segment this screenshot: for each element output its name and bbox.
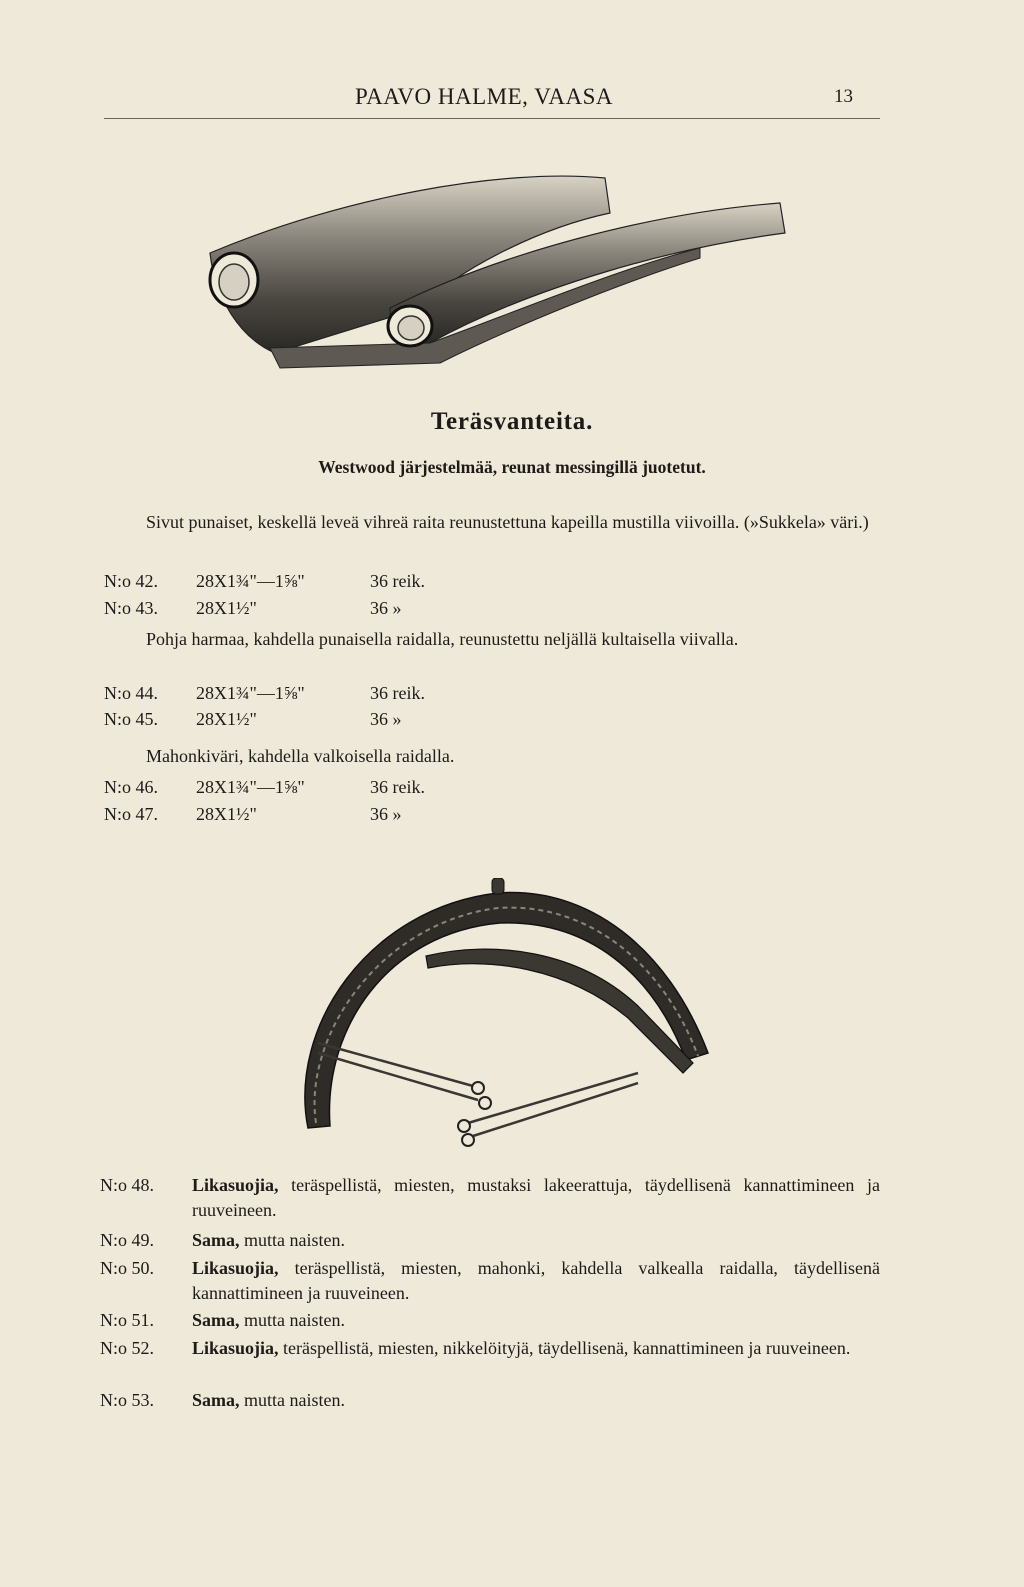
item-number: N:o 50. xyxy=(100,1258,154,1278)
list-item xyxy=(100,1308,880,1334)
spec-number: N:o 44. xyxy=(104,683,158,703)
item-name: Likasuojia, xyxy=(192,1175,279,1195)
item-text: teräspellistä, miesten, mustaksi lakeerattuja, täydellisenä kannattimineen ja ruuveineen. xyxy=(192,1175,880,1220)
spec-number: N:o 46. xyxy=(104,777,158,797)
list-item xyxy=(100,1336,880,1388)
spec-holes: 36 » xyxy=(370,709,402,729)
mudguard-illustration xyxy=(268,878,728,1150)
item-text: mutta naisten. xyxy=(239,1230,345,1250)
item-number: N:o 51. xyxy=(100,1310,154,1330)
item-name: Sama, xyxy=(192,1230,240,1250)
spec-number: N:o 47. xyxy=(104,804,158,824)
list-item xyxy=(100,1228,880,1254)
spec-size: 28X1½" xyxy=(196,709,257,729)
spec-holes: 36 reik. xyxy=(370,777,425,797)
item-text: mutta naisten. xyxy=(239,1310,345,1330)
spec-size: 28X1¾"—1⅝" xyxy=(196,777,305,797)
page-number: 13 xyxy=(834,86,853,107)
group-description: Pohja harmaa, kahdella punaisella raidalla, reunustettu neljällä kultaisella viivalla. xyxy=(146,629,739,649)
section-title: Teräsvanteita. xyxy=(430,408,594,435)
item-name: Sama, xyxy=(192,1310,240,1330)
spec-holes: 36 reik. xyxy=(370,571,425,591)
steel-rim-illustration xyxy=(200,158,800,388)
item-text: teräspellistä, miesten, mahonki, kahdella valkealla raidalla, täydellisenä kannattimineen ja ruuveineen. xyxy=(192,1258,880,1303)
running-head: PAAVO HALME, VAASA xyxy=(355,84,614,109)
spec-holes: 36 » xyxy=(370,804,402,824)
group-description: Mahonkiväri, kahdella valkoisella raidalla. xyxy=(146,746,455,766)
group-description: Sivut punaiset, keskellä leveä vihreä raita reunustettuna kapeilla mustilla viivoilla. (»Sukkela» väri.) xyxy=(146,512,869,532)
item-name: Likasuojia, xyxy=(192,1258,279,1278)
spec-size: 28X1½" xyxy=(196,804,257,824)
list-item xyxy=(100,1256,880,1308)
spec-size: 28X1½" xyxy=(196,598,257,618)
item-number: N:o 49. xyxy=(100,1230,154,1250)
item-text: mutta naisten. xyxy=(239,1390,345,1410)
header-rule xyxy=(104,118,880,119)
spec-size: 28X1¾"—1⅝" xyxy=(196,683,305,703)
section-subtitle: Westwood järjestelmää, reunat messingillä juotetut. xyxy=(318,457,706,477)
spec-number: N:o 42. xyxy=(104,571,158,591)
list-item xyxy=(100,1173,880,1225)
list-item xyxy=(100,1388,880,1414)
item-number: N:o 48. xyxy=(100,1175,154,1195)
item-number: N:o 53. xyxy=(100,1390,154,1410)
spec-holes: 36 reik. xyxy=(370,683,425,703)
item-number: N:o 52. xyxy=(100,1338,154,1358)
item-text: teräspellistä, miesten, nikkelöityjä, täydellisenä, kannattimineen ja ruuveineen. xyxy=(278,1338,851,1358)
spec-holes: 36 » xyxy=(370,598,402,618)
spec-size: 28X1¾"—1⅝" xyxy=(196,571,305,591)
item-name: Likasuojia, xyxy=(192,1338,279,1358)
spec-number: N:o 43. xyxy=(104,598,158,618)
item-name: Sama, xyxy=(192,1390,240,1410)
spec-number: N:o 45. xyxy=(104,709,158,729)
